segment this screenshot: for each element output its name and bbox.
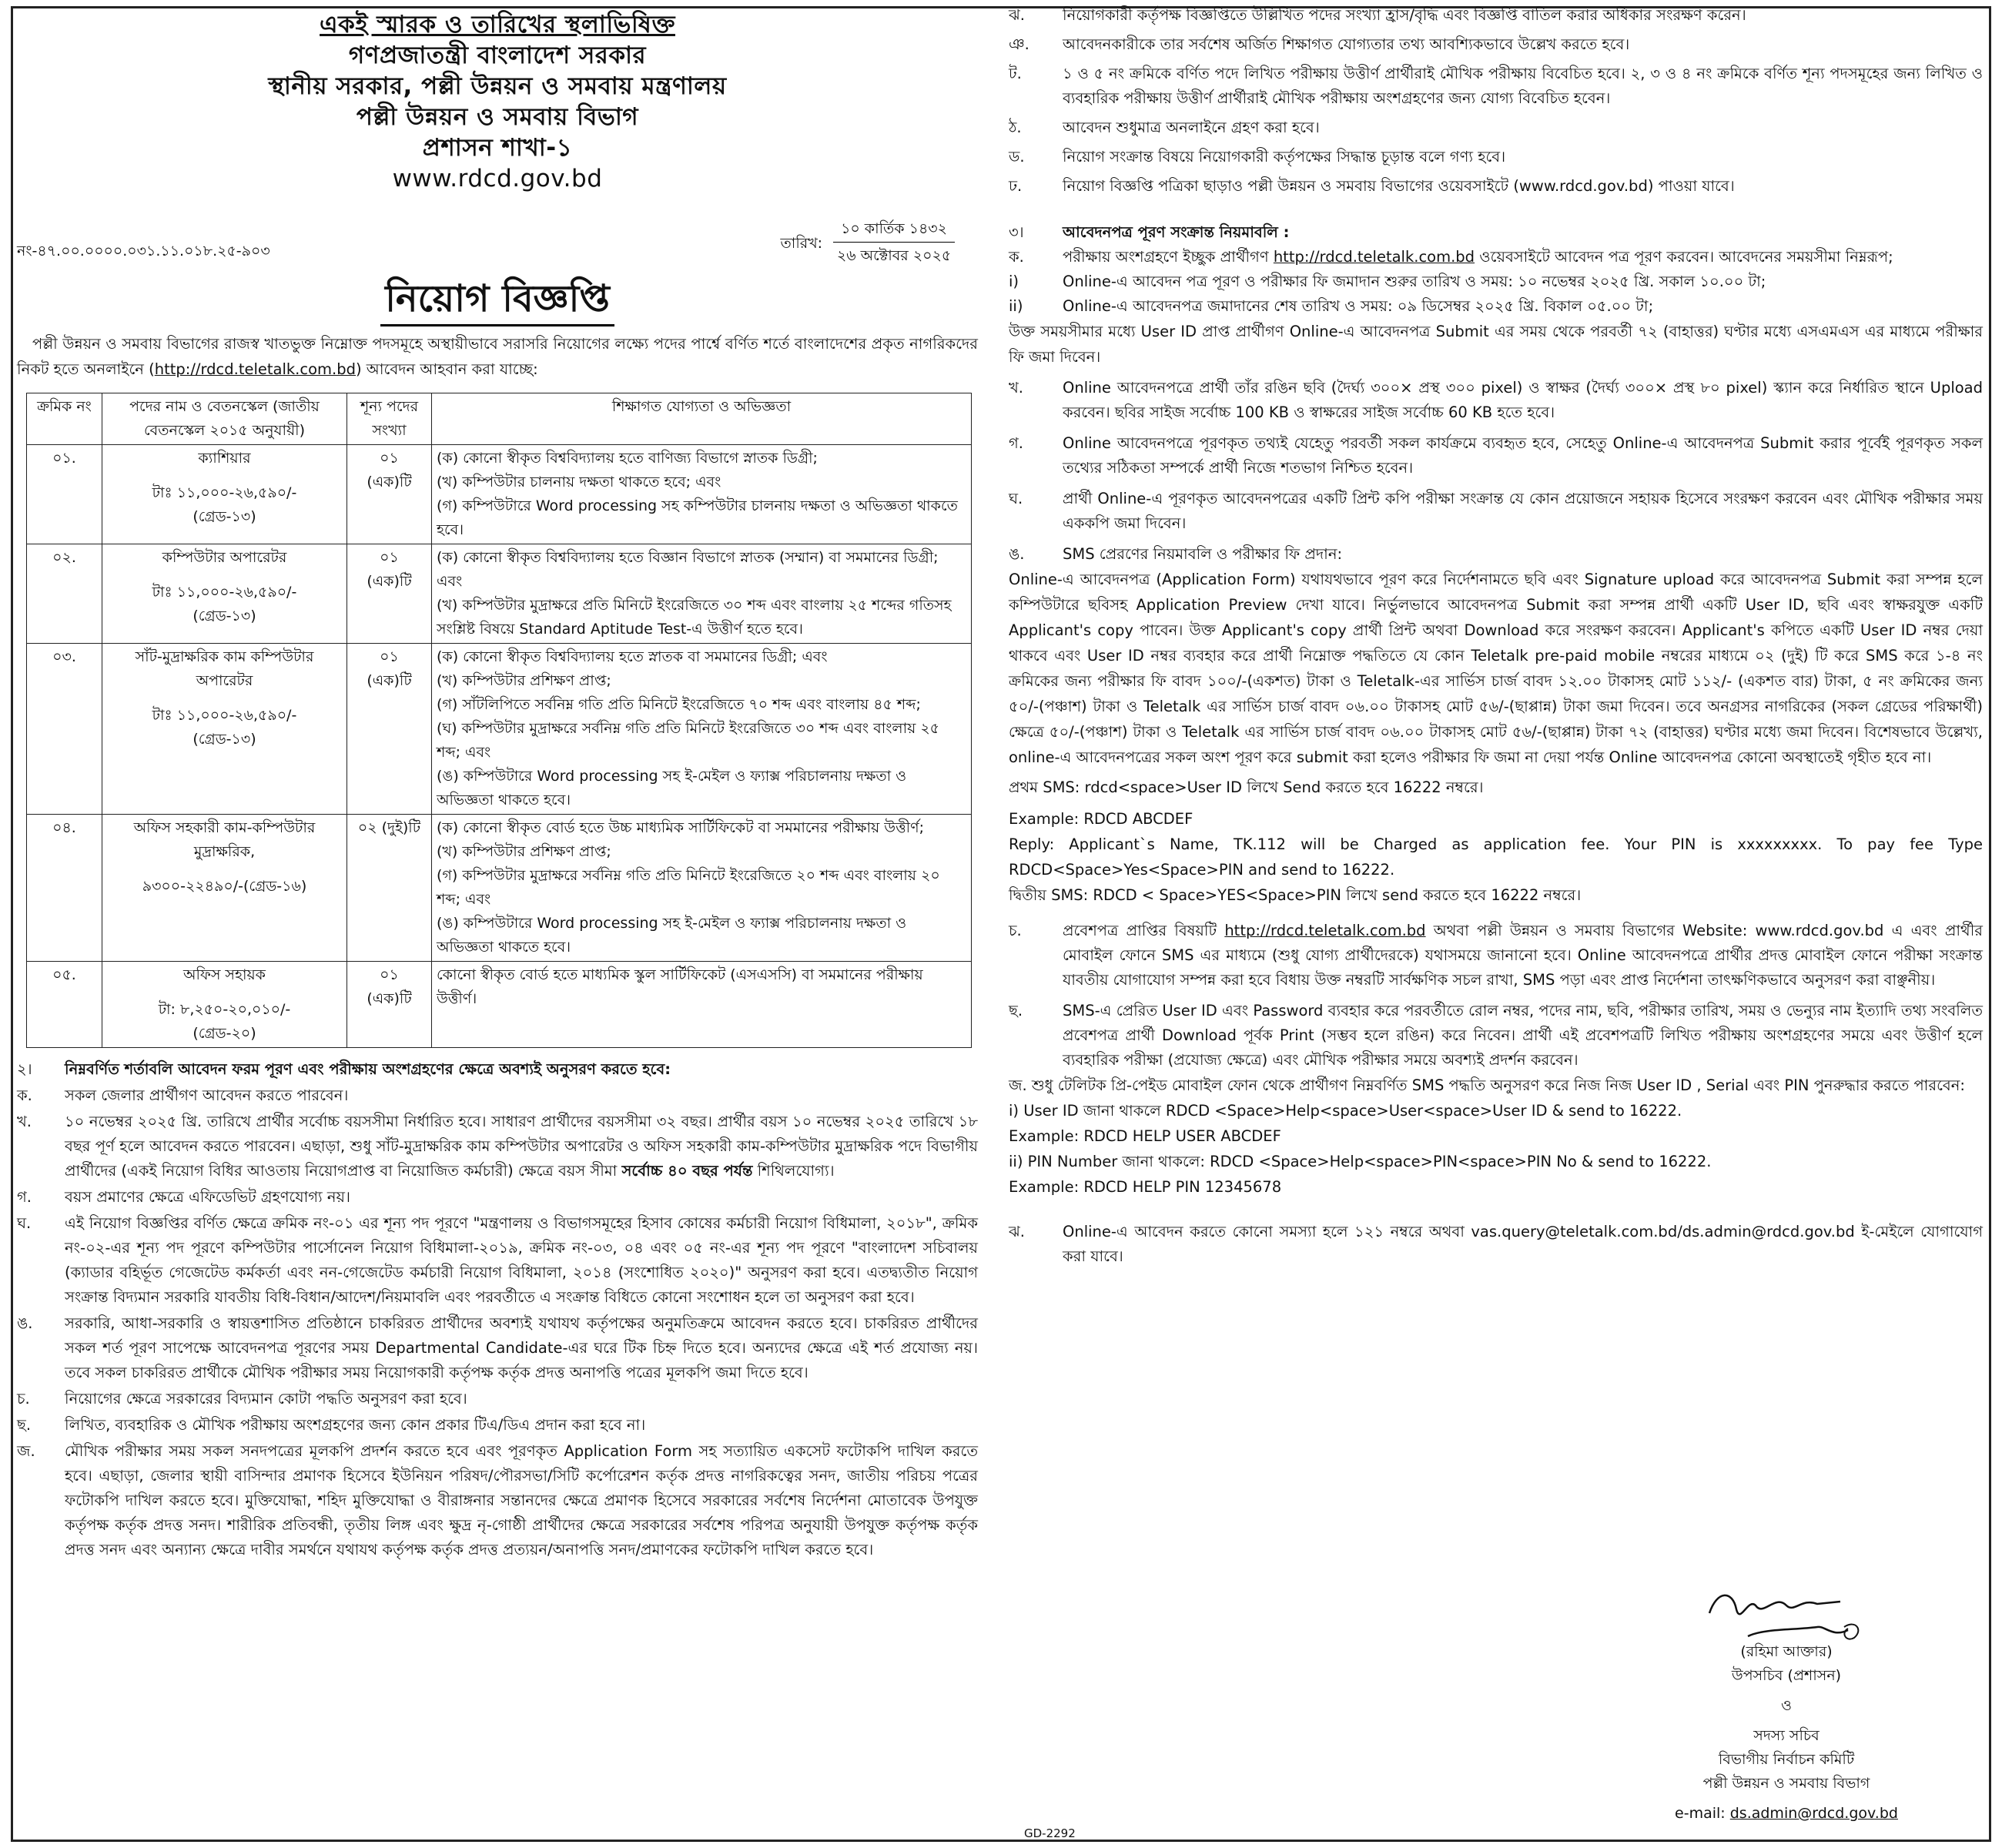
- branch-name: প্রশাসন শাখা-১: [422, 134, 573, 162]
- rule-kha: খ. Online আবেদনপত্রে প্রার্থী তাঁর রঙিন ছবি (দৈর্ঘ্য ৩০০× প্রস্থ ৩০০ pixel) ও স্বাক্ষর (দৈর্ঘ্য ৩০০× প্রস্থ ৮০ pixel) স্ক্যান করে নির্ধারিত স্থানে Upload করবেন। ছবির সাইজ সর্বোচ্চ 100 KB ও স্বাক্ষরের সাইজ সর্বোচ্চ 60 KB হতে হবে।: [1009, 379, 1983, 421]
- supersede-note: একই স্মারক ও তারিখের স্থলাভিষিক্ত: [320, 11, 675, 38]
- email-line: e-mail: ds.admin@rdcd.gov.bd: [1675, 1805, 1898, 1822]
- qualification-item: (গ) সাঁটলিপিতে সর্বনিম্ন গতি প্রতি মিনিটে ইংরেজিতে ৭০ শব্দ এবং বাংলায় ৪৫ শব্দ;: [437, 696, 921, 713]
- date-english: ২৬ অক্টোবর ২০২৫: [836, 247, 952, 264]
- qualification-item: কোনো স্বীকৃত বোর্ড হতে মাধ্যমিক স্কুল সার্টিফিকেট (এসএসসি) বা সমমানের পরীক্ষায় উত্তীর্ণ।: [437, 966, 923, 1007]
- table-row: [27, 815, 972, 962]
- post-grade: (গ্রেড-১৩): [192, 731, 256, 748]
- post-scale: টাঃ ১১,০০০-২৬,৫৯০/-: [152, 484, 297, 501]
- committee-name: বিভাগীয় নির্বাচন কমিটি: [1718, 1751, 1855, 1768]
- sms-instructions: Online-এ আবেদনপত্র (Application Form) যথাযথভাবে পূরণ করে নির্দেশনামতে ছবি এবং Signature upload করে আবেদনপত্র Submit করা সম্পন্ন হলে কম্পিউটারে ছবিসহ Application Preview দেখা যাবে। নির্ভুলভাবে আবেদনপত্র Submit করা সম্পন্ন প্রার্থী একটি User ID, ছবি এবং স্বাক্ষরযুক্ত একটি Applicant's copy পাবেন। উক্ত Applicant's copy প্রার্থী প্রিন্ট অথবা Download করে সংরক্ষণ করবেন। Applicant's কপিতে একটি User ID নম্বর দেয়া থাকবে এবং User ID নম্বর ব্যবহার করে প্রার্থী নিম্নোক্ত পদ্ধতিতে যে কোন Teletalk pre-paid mobile নম্বরের মাধ্যমে ০২ (দুই) টি করে SMS করে ১-৪ নং ক্রমিকের জন্য পরীক্ষার ফি বাবদ ১০০/-(একশত) টাকা ও Teletalk-এর সার্ভিস চার্জ বাবদ ১২.০০ টাকাসহ মোট ১১২/- (একশত বার) টাকা, ৫ নং ক্রমিকের জন্য ৫০/-(পঞ্চাশ) টাকা ও Teletalk এর সার্ভিস চার্জ বাবদ ০৬.০০ টাকাসহ মোট ৫৬/-(ছাপ্পান্ন) টাকা জমা দিবেন। তবে অনগ্রসর নাগরিকের (সকল গ্রেডের পরিক্ষার্থী) ক্ষেত্রে ৫০/-(পঞ্চাশ) টাকা ও Teletalk এর সার্ভিস চার্জ বাবদ ০৬.০০ টাকাসহ মোট ৫৬/-(ছাপ্পান্ন) টাকা ৭২ (বাহাত্তর) ঘণ্টার মধ্যে জমা দিবেন। বিশেষভাবে উল্লেখ্য, online-এ আবেদনপত্রের সকল অংশ পূরণ করে submit করা হলেও পরীক্ষার ফি জমা না দেয়া পর্যন্ত Online আবেদনপত্র কোনো অবস্থাতেই গৃহীত হবে না।: [1009, 571, 1983, 766]
- rule-ja: জ. শুধু টেলিটক প্রি-পেইড মোবাইল ফোন থেকে প্রার্থীগণ নিম্নবর্ণিত SMS পদ্ধতি অনুসরণ করে নিজ নিজ User ID , Serial এবং PIN পুনরুদ্ধার করতে পারবেন:: [1009, 1076, 1965, 1094]
- post-cell: [102, 815, 347, 962]
- qualification-item: (ক) কোনো স্বীকৃত বিশ্ববিদ্যালয় হতে স্নাতক বা সমমানের ডিগ্রী; এবং: [437, 648, 828, 665]
- rule-chha: ছ. SMS-এ প্রেরিত User ID এবং Password ব্যবহার করে পরবর্তীতে রোল নম্বর, পদের নাম, ছবি, পরীক্ষার তারিখ, সময় ও ভেন্যুর নাম ইত্যাদি তথ্য সংবলিত প্রবেশপত্র প্রার্থী Download পূর্বক Print (সম্ভব হলে রঙিন) করে নিবেন। প্রার্থী এই প্রবেশপত্রটি লিখিত পরীক্ষায় অংশগ্রহণের সময়ে এবং উত্তীর্ণ হলে ব্যবহারিক পরীক্ষা (প্রযোজ্য ক্ষেত্রে) এবং মৌখিক পরীক্ষার সময়ে অবশ্যই প্রদর্শন করবেন।: [1009, 1002, 1983, 1069]
- qualification-item: (ক) কোনো স্বীকৃত বিশ্ববিদ্যালয় হতে বিজ্ঞান বিভাগে স্নাতক (সম্মান) বা সমমানের ডিগ্রী; এবং: [437, 549, 939, 590]
- qualification-item: (গ) কম্পিউটারে Word processing সহ কম্পিউটার চালনায় দক্ষতা ও অভিজ্ঞতা থাকতে হবে।: [437, 497, 958, 538]
- serial-cell: ০৫.: [27, 962, 102, 1048]
- qualification-item: (গ) কম্পিউটার মুদ্রাক্ষরে সর্বনিম্ন গতি প্রতি মিনিটে ইংরেজিতে ২০ শব্দ এবং বাংলায় ২০ শব্দ; এবং: [437, 867, 940, 908]
- example-1: Example: RDCD ABCDEF: [1009, 810, 1194, 828]
- post-post: ক্যাশিয়ার: [198, 450, 251, 467]
- recover-pin-example: Example: RDCD HELP PIN 12345678: [1009, 1178, 1282, 1196]
- post-post: কম্পিউটার অপারেটর: [162, 549, 287, 566]
- qualification-item: (ঙ) কম্পিউটারে Word processing সহ ই-মেইল ও ফ্যাক্স পরিচালনায় দক্ষতা ও অভিজ্ঞতা থাকতে হবে।: [437, 915, 907, 956]
- qualification-cell: [432, 815, 972, 962]
- signatory-role: সদস্য সচিব: [1753, 1727, 1820, 1744]
- vacancy-count-word: (এক)টি: [367, 672, 412, 689]
- teletalk-link[interactable]: http://rdcd.teletalk.com.bd: [154, 360, 356, 378]
- qualification-item: (ক) কোনো স্বীকৃত বোর্ড হতে উচ্চ মাধ্যমিক সার্টিফিকেট বা সমমানের পরীক্ষায় উত্তীর্ণ;: [437, 819, 925, 836]
- qualification-item: (খ) কম্পিউটার মুদ্রাক্ষরে প্রতি মিনিটে ইংরেজিতে ৩০ শব্দ এবং বাংলায় ২৫ শব্দের গতিসহ সংশ্লিষ্ট বিষয়ে Standard Aptitude Test-এ উত্তীর্ণ হতে হবে।: [437, 597, 952, 638]
- rule-gha: ঘ. প্রার্থী Online-এ পূরণকৃত আবেদনপত্রের একটি প্রিন্ট কপি পরীক্ষা সংক্রান্ত যে কোন প্রয়োজনে সহায়ক হিসেবে সংরক্ষণ করবেন এবং মৌখিক পরীক্ষার সময় এককপি জমা দিবেন।: [1009, 490, 1983, 532]
- condition-item: গ. বয়স প্রমাণের ক্ষেত্রে এফিডেভিট গ্রহণযোগ্য নয়।: [17, 1188, 350, 1206]
- table-header-row: [27, 393, 972, 445]
- conditions-continued: [1009, 3, 1983, 199]
- post-grade: (গ্রেড-২০): [192, 1025, 256, 1042]
- qualification-item: (খ) কম্পিউটার প্রশিক্ষণ প্রাপ্ত;: [437, 843, 611, 860]
- col-qualification: শিক্ষাগত যোগ্যতা ও অভিজ্ঞতা: [432, 393, 972, 445]
- rule-nga: ঙ. SMS প্রেরণের নিয়মাবলি ও পরীক্ষার ফি প্রদান:: [1009, 545, 1343, 563]
- first-sms: প্রথম SMS: rdcd<space>User ID লিখে Send করতে হবে 16222 নম্বরে।: [1009, 778, 1484, 796]
- vacancy-count-word: (এক)টি: [367, 474, 412, 490]
- condition-item: ঠ. আবেদন শুধুমাত্র অনলাইনে গ্রহণ করা হবে।: [1009, 119, 1320, 136]
- section-2-list: [17, 1083, 978, 1562]
- signatory-and: ও: [1781, 1697, 1792, 1714]
- post-grade: (গ্রেড-১৩): [192, 608, 256, 624]
- post-post: অফিস সহকারী কাম-কম্পিউটার মুদ্রাক্ষরিক,: [133, 819, 316, 860]
- website-link[interactable]: www.rdcd.gov.bd: [392, 165, 603, 192]
- condition-item: ছ. লিখিত, ব্যবহারিক ও মৌখিক পরীক্ষায় অংশগ্রহণের জন্য কোন প্রকার টিএ/ডিএ প্রদান করা হবে না।: [17, 1416, 646, 1434]
- rule-cha: চ. প্রবেশপত্র প্রাপ্তির বিষয়টি http://rdcd.teletalk.com.bd অথবা পল্লী উন্নয়ন ও সমবায় বিভাগের Website: www.rdcd.gov.bd এ এবং প্রার্থীর মোবাইল ফোনে SMS এর মাধ্যমে (শুধু যোগ্য প্রার্থীদেরকে) যথাসময়ে জানানো হবে। Online আবেদনপত্রে প্রার্থীর প্রদত্ত মোবাইল ফোনে পরীক্ষা সংক্রান্ত যাবতীয় যোগাযোগ সম্পন্ন করা হবে বিধায় উক্ত নম্বরটি সার্বক্ষণিক সচল রাখা, SMS পড়া এবং প্রাপ্ত নির্দেশনা তাৎক্ষণিকভাবে অনুসরণ করা বাঞ্ছনীয়।: [1009, 922, 1983, 989]
- email-link[interactable]: ds.admin@rdcd.gov.bd: [1729, 1805, 1898, 1822]
- post-cell: [102, 445, 347, 544]
- post-grade: (গ্রেড-১৩): [192, 508, 256, 525]
- qualification-item: (ক) কোনো স্বীকৃত বিশ্ববিদ্যালয় হতে বাণিজ্য বিভাগে স্নাতক ডিগ্রী;: [437, 450, 818, 467]
- govt-name: গণপ্রজাতন্ত্রী বাংলাদেশ সরকার: [348, 42, 647, 69]
- rule-ka: ক. পরীক্ষায় অংশগ্রহণে ইচ্ছুক প্রার্থীগণ http://rdcd.teletalk.com.bd ওয়েবসাইটে আবেদন পত্র পূরণ করবেন। আবেদনের সময়সীমা নিম্নরূপ;: [1009, 248, 1893, 266]
- qualification-cell: [432, 544, 972, 644]
- signature-block: [1632, 1640, 1940, 1826]
- condition-item: খ. ১০ নভেম্বর ২০২৫ খ্রি. তারিখে প্রার্থীর সর্বোচ্চ বয়সসীমা নির্ধারিত হবে। সাধারণ প্রার্থীদের বয়সসীমা ৩২ বছর। প্রার্থীর বয়স ১০ নভেম্বর ২০২৫ তারিখে ১৮ বছর পূর্ণ হলে আবেদন করতে পারবেন। এছাড়া, শুধু সাঁট-মুদ্রাক্ষরিক কাম কম্পিউটার অপারেটর ও অফিস সহকারী কাম-কম্পিউটার মুদ্রাক্ষরিক পদে বিভাগীয় প্রার্থীদের (একই নিয়োগ বিধির আওতায় নিয়োগপ্রাপ্ত বা নিয়োজিত কর্মচারী) ক্ষেত্রে বয়স সীমা সর্বোচ্চ ৪০ বছর পর্যন্ত শিথিলযোগ্য।: [17, 1113, 978, 1180]
- post-post: সাঁট-মুদ্রাক্ষরিক কাম কম্পিউটার অপারেটর: [135, 648, 314, 689]
- qualification-item: (খ) কম্পিউটার প্রশিক্ষণ প্রাপ্ত;: [437, 672, 611, 689]
- count-cell: [347, 544, 432, 644]
- memo-number: নং-৪৭.০০.০০০০.০৩১.১১.০১৮.২৫-৯০৩: [17, 243, 270, 259]
- vacancy-count-word: (এক)টি: [367, 990, 412, 1007]
- col-serial: ক্রমিক নং: [27, 393, 102, 445]
- post-scale: ৯৩০০-২২৪৯০/-(গ্রেড-১৬): [142, 878, 307, 895]
- fee-window-note: উক্ত সময়সীমার মধ্যে User ID প্রাপ্ত প্রার্থীগণ Online-এ আবেদনপত্র Submit এর সময় থেকে পরবর্তী ৭২ (বাহাত্তর) ঘণ্টার মধ্যে এসএমএস এর মাধ্যমে পরীক্ষার ফি জমা দিবেন।: [1009, 323, 1983, 366]
- post-cell: [102, 962, 347, 1048]
- post-scale: টা: ৮,২৫০-২০,০১০/-: [158, 1001, 291, 1018]
- condition-item: ক. সকল জেলার প্রার্থীগণ আবেদন করতে পারবেন।: [17, 1086, 349, 1104]
- memo-date: [781, 216, 955, 269]
- letterhead: [17, 9, 978, 194]
- qualification-cell: [432, 962, 972, 1048]
- condition-item: ঞ. আবেদনকারীকে তার সর্বশেষ অর্জিত শিক্ষাগত যোগ্যতার তথ্য আবশ্যিকভাবে উল্লেখ করতে হবে।: [1009, 35, 1630, 53]
- vacancy-count: ০২ (দুই)টি: [357, 819, 421, 836]
- end-date: ii) Online-এ আবেদনপত্র জমাদানের শেষ তারিখ ও সময়: ০৯ ডিসেম্বর ২০২৫ খ্রি. বিকাল ০৫.০০ টা;: [1009, 297, 1654, 315]
- table-row: [27, 445, 972, 544]
- recover-userid: i) User ID জানা থাকলে RDCD <Space>Help<space>User<space>User ID & send to 16222.: [1009, 1102, 1682, 1120]
- condition-item: ড. নিয়োগ সংক্রান্ত বিষয়ে নিয়োগকারী কর্তৃপক্ষের সিদ্ধান্ত চূড়ান্ত বলে গণ্য হবে।: [1009, 148, 1506, 166]
- rule-ga: গ. Online আবেদনপত্রে পূরণকৃত তথ্যই যেহেতু পরবর্তী সকল কার্যক্রমে ব্যবহৃত হবে, সেহেতু Online-এ আবেদনপত্র Submit করার পূর্বেই পূরণকৃত সকল তথ্যের সঠিকতা সম্পর্কে প্রার্থী নিজে শতভাগ নিশ্চিত হবেন।: [1009, 434, 1983, 477]
- post-cell: [102, 544, 347, 644]
- serial-cell: ০১.: [27, 445, 102, 544]
- post-cell: [102, 644, 347, 815]
- section-3-heading: ৩। আবেদনপত্র পূরণ সংক্রান্ত নিয়মাবলি :: [1009, 223, 1290, 241]
- second-sms: দ্বিতীয় SMS: RDCD < Space>YES<Space>PIN লিখে send করতে হবে 16222 নম্বরে।: [1009, 886, 1582, 904]
- qualification-item: (খ) কম্পিউটার চালনায় দক্ষতা থাকতে হবে; এবং: [437, 474, 721, 490]
- notice-title: নিয়োগ বিজ্ঞপ্তি: [17, 273, 978, 326]
- memo-row: [17, 216, 978, 269]
- count-cell: [347, 962, 432, 1048]
- vacancy-count-word: (এক)টি: [367, 573, 412, 590]
- condition-item: ঢ. নিয়োগ বিজ্ঞপ্তি পত্রিকা ছাড়াও পল্লী উন্নয়ন ও সমবায় বিভাগের ওয়েবসাইটে (www.rdcd.gov.bd) পাওয়া যাবে।: [1009, 177, 1735, 195]
- col-count: শূন্য পদের সংখ্যা: [347, 393, 432, 445]
- right-column: [1009, 0, 1983, 1269]
- table-row: [27, 962, 972, 1048]
- count-cell: [347, 644, 432, 815]
- vacancy-count: ০১: [380, 648, 399, 665]
- post-scale: টাঃ ১১,০০০-২৬,৫৯০/-: [152, 584, 297, 601]
- recover-pin: ii) PIN Number জানা থাকলে: RDCD <Space>Help<space>PIN<space>PIN No & send to 16222.: [1009, 1153, 1712, 1170]
- signatory-designation: উপসচিব (প্রশাসন): [1731, 1667, 1842, 1684]
- table-row: [27, 544, 972, 644]
- sms-reply: Reply: Applicant`s Name, TK.112 will be Charged as application fee. Your PIN is xxxxxxxxx. To pay fee Type RDCD<Space>Yes<Space>PIN and send to 16222.: [1009, 835, 1983, 879]
- left-column: [17, 0, 978, 1562]
- section-2-heading: ২। নিম্নবর্ণিত শর্তাবলি আবেদন ফরম পূরণ এবং পরীক্ষায় অংশগ্রহণের ক্ষেত্রে অবশ্যই অনুসরণ করতে হবে:: [17, 1060, 671, 1078]
- condition-item: ঝ. নিয়োগকারী কর্তৃপক্ষ বিজ্ঞপ্তিতে উল্লিখিত পদের সংখ্যা হ্রাস/বৃদ্ধি এবং বিজ্ঞপ্তি বাতিল করার অধিকার সংরক্ষণ করেন।: [1009, 6, 1746, 24]
- condition-item: জ. মৌখিক পরীক্ষার সময় সকল সনদপত্রের মূলকপি প্রদর্শন করতে হবে এবং পূরণকৃত Application Form সহ সত্যায়িত একসেট ফটোকপি দাখিল করতে হবে। এছাড়া, জেলার স্থায়ী বাসিন্দার প্রমাণক হিসেবে ইউনিয়ন পরিষদ/পৌরসভা/সিটি কর্পোরেশন কর্তৃক প্রদত্ত নাগরিকত্বের সনদ, জাতীয় পরিচয় পত্রের ফটোকপি দাখিল করতে হবে। মুক্তিযোদ্ধা, শহিদ মুক্তিযোদ্ধা ও বীরাঙ্গনার সন্তানদের ক্ষেত্রে প্রমাণক হিসেবে সরকারের সর্বশেষ নির্দেশনা মোতাবেক উপযুক্ত কর্তৃপক্ষ কর্তৃক প্রদত্ত সনদ। শারীরিক প্রতিবন্ধী, তৃতীয় লিঙ্গ এবং ক্ষুদ্র নৃ-গোষ্ঠী প্রার্থীদের ক্ষেত্রে সরকারের সর্বশেষ পরিপত্র অনুযায়ী উপযুক্ত কর্তৃপক্ষ কর্তৃক প্রদত্ত সনদ এবং অন্যান্য ক্ষেত্রে দাবীর সমর্থনে যথাযথ কর্তৃপক্ষ কর্তৃক প্রদত্ত প্রত্যয়ন/অনাপত্তি সনদ/প্রমাণকের ফটোকপি দাখিল করতে হবে।: [17, 1442, 978, 1558]
- col-post: পদের নাম ও বেতনস্কেল (জাতীয় বেতনস্কেল ২০১৫ অনুযায়ী): [102, 393, 347, 445]
- signatory-name: (রহিমা আক্তার): [1740, 1643, 1833, 1660]
- qualification-item: (ঘ) কম্পিউটার মুদ্রাক্ষরে সর্বনিম্ন গতি প্রতি মিনিটে ইংরেজিতে ৩০ শব্দ এবং বাংলায় ২৫ শব্দ; এবং: [437, 720, 939, 761]
- start-date: i) Online-এ আবেদন পত্র পূরণ ও পরীক্ষার ফি জমাদান শুরুর তারিখ ও সময়: ১০ নভেম্বর ২০২৫ খ্রি. সকাল ১০.০০ টা;: [1009, 273, 1766, 290]
- serial-cell: ০৪.: [27, 815, 102, 962]
- count-cell: [347, 445, 432, 544]
- serial-cell: ০৩.: [27, 644, 102, 815]
- date-label: তারিখ:: [780, 235, 823, 252]
- post-scale: টাঃ ১১,০০০-২৬,৫৯০/-: [152, 707, 297, 724]
- vacancy-table: [26, 393, 972, 1048]
- condition-item: ট. ১ ও ৫ নং ক্রমিকে বর্ণিত পদে লিখিত পরীক্ষায় উত্তীর্ণ প্রার্থীরাই মৌখিক পরীক্ষায় বিবেচিত হবে। ২, ৩ ও ৪ নং ক্রমিকে বর্ণিত শূন্য পদসমূহের জন্য লিখিত ও ব্যবহারিক পরীক্ষায় উত্তীর্ণ প্রার্থীরাই মৌখিক পরীক্ষায় অংশগ্রহণের জন্য যোগ্য বিবেচিত হবেন।: [1009, 65, 1983, 107]
- teletalk-link-2[interactable]: http://rdcd.teletalk.com.bd: [1273, 248, 1475, 266]
- intro-paragraph: পল্লী উন্নয়ন ও সমবায় বিভাগের রাজস্ব খাতভুক্ত নিম্নোক্ত পদসমূহে অস্থায়ীভাবে সরাসরি নিয়োগের লক্ষ্যে পদের পার্শ্বে বর্ণিত শর্তে বাংলাদেশের প্রকৃত নাগরিকদের নিকট হতে অনলাইনে (http://rdcd.teletalk.com.bd) আবেদন আহবান করা যাচ্ছে:: [17, 335, 978, 378]
- division-name: পল্লী উন্নয়ন ও সমবায় বিভাগ: [356, 103, 639, 131]
- ministry-name: স্থানীয় সরকার, পল্লী উন্নয়ন ও সমবায় মন্ত্রণালয়: [268, 72, 727, 100]
- vacancy-count: ০১: [380, 966, 399, 983]
- date-bangla: ১০ কার্তিক ১৪৩২: [833, 216, 955, 243]
- gd-code: GD-2292: [1024, 1826, 1076, 1840]
- department-name: পল্লী উন্নয়ন ও সমবায় বিভাগ: [1702, 1775, 1870, 1792]
- count-cell: [347, 815, 432, 962]
- rule-jha: ঝ. Online-এ আবেদন করতে কোনো সমস্যা হলে ১২১ নম্বরে অথবা vas.query@teletalk.com.bd/ds.admin@rdcd.gov.bd ই-মেইলে যোগাযোগ করা যাবে।: [1009, 1223, 1983, 1265]
- recover-userid-example: Example: RDCD HELP USER ABCDEF: [1009, 1127, 1281, 1145]
- post-post: অফিস সহায়ক: [183, 966, 266, 983]
- condition-item: চ. নিয়োগের ক্ষেত্রে সরকারের বিদ্যমান কোটা পদ্ধতি অনুসরণ করা হবে।: [17, 1390, 467, 1408]
- condition-item: ঙ. সরকারি, আধা-সরকারি ও স্বায়ত্তশাসিত প্রতিষ্ঠানে চাকরিরত প্রার্থীদের অবশ্যই যথাযথ কর্তৃপক্ষের অনুমতিক্রমে আবেদন করতে হবে। চাকরিরত প্রার্থীদের সকল শর্ত পূরণ সাপেক্ষে আবেদনপত্র পূরণের সময় Departmental Candidate-এর ঘরে টিক চিহ্ন দিতে হবে। অন্যদের ক্ষেত্রে এই শর্ত প্রযোজ্য নয়। তবে সকল চাকরিরত প্রার্থীকে মৌখিক পরীক্ষার সময় নিয়োগকারী কর্তৃপক্ষ কর্তৃক প্রদত্ত অনাপত্তি পত্রের মূলকপি জমা দিতে হবে।: [17, 1314, 978, 1381]
- table-row: [27, 644, 972, 815]
- serial-cell: ০২.: [27, 544, 102, 644]
- condition-item: ঘ. এই নিয়োগ বিজ্ঞপ্তির বর্ণিত ক্ষেত্রে ক্রমিক নং-০১ এর শূন্য পদ পূরণে "মন্ত্রণালয় ও বিভাগসমূহের হিসাব কোষের কর্মচারী নিয়োগ বিধিমালা, ২০১৮", ক্রমিক নং-০২-এর শূন্য পদ পূরণে কম্পিউটার পার্সোনেল নিয়োগ বিধিমালা-২০১৯, ক্রমিক নং-০৩, ০৪ এবং ০৫ নং-এর শূন্য পদ পূরণে "বাংলাদেশ সচিবালয় (ক্যাডার বহির্ভূত গেজেটেড কর্মকর্তা এবং নন-গেজেটেড কর্মচারী নিয়োগ বিধিমালা, ২০১৪ (সংশোধিত ২০২০)" অনুসরণ করা হবে। এতদ্ব্যতীত নিয়োগ সংক্রান্ত বিদ্যমান সরকারি যাবতীয় বিধি-বিধান/আদেশ/নিয়মাবলি এবং পরবর্তীতে এ সংক্রান্ত বিধিতে কোনো সংশোধন হলে তা অনুসরণ করা হবে।: [17, 1214, 978, 1306]
- vacancy-count: ০১: [380, 549, 399, 566]
- qualification-item: (ঙ) কম্পিউটারে Word processing সহ ই-মেইল ও ফ্যাক্স পরিচালনায় দক্ষতা ও অভিজ্ঞতা থাকতে হবে।: [437, 768, 907, 808]
- qualification-cell: [432, 445, 972, 544]
- vacancy-count: ০১: [380, 450, 399, 467]
- qualification-cell: [432, 644, 972, 815]
- teletalk-link-3[interactable]: http://rdcd.teletalk.com.bd: [1224, 922, 1426, 939]
